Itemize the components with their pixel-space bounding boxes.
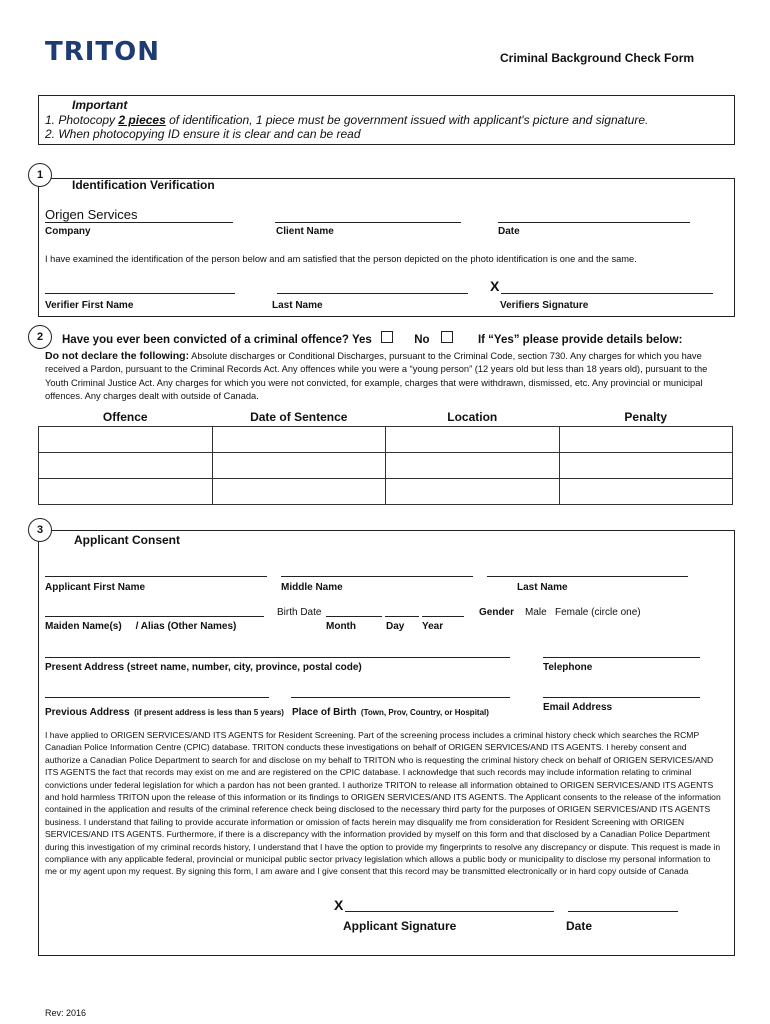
revision-text: Rev: 2016 [45,1008,87,1018]
previous-address-line[interactable] [45,697,269,698]
important-line-1 [45,113,648,127]
verifier-sig-label: Verifiers Signature [500,300,589,311]
birth-year-line[interactable] [422,616,464,617]
birth-month-line[interactable] [326,616,382,617]
table-cell[interactable] [212,453,386,479]
applicant-first-label: Applicant First Name [45,582,146,593]
do-not-declare [45,350,725,403]
line1-suffix: of identification, 1 piece must be government issued with applicant's picture and signature. [165,113,649,127]
form-title: Criminal Background Check Form [500,51,695,65]
middle-name-label: Middle Name [281,582,343,593]
date-line-1[interactable] [498,222,690,223]
triton-logo: TRITON [45,37,161,67]
place-of-birth-note: (Town, Prov, Country, or Hospital) [360,708,489,717]
col-location: Location [447,410,498,424]
section3-number: 3 [28,518,52,542]
important-line-2: 2. When photocopying ID ensure it is clear and can be read [45,127,361,141]
date-label-1: Date [498,226,520,237]
last-name-label: Last Name [517,582,568,593]
verifier-last-line[interactable] [277,293,468,294]
section3-title: Applicant Consent [74,533,181,547]
table-row [39,479,733,505]
company-line [45,222,233,223]
verifier-sig-x: X [490,278,500,294]
table-cell[interactable] [212,479,386,505]
table-cell[interactable] [386,479,560,505]
table-cell[interactable] [212,427,386,453]
col-penalty: Penalty [624,410,668,424]
place-of-birth-label: Place of Birth [292,707,357,718]
conviction-question [62,334,682,346]
no-label: No [414,334,430,347]
line1-emph: 2 pieces [118,113,166,127]
table-cell[interactable] [39,453,213,479]
table-cell[interactable] [39,427,213,453]
table-cell[interactable] [559,479,733,505]
if-yes-text: If “Yes” please provide details below: [477,334,683,347]
do-not-declare-text: Absolute discharges or Conditional Discharges, pursuant to the Criminal Code, section 730. Any charges for which you have received a Pardon, pursuant to the Criminal Records Act. Any offences while you were a “young person” (12 years old but less than 18 years old), pursuant to the Youth Criminal Justice Act. Any charges for which you were not convicted, for example, charges that were withdrawn, dismissed, etc. Any provincial or municipal offences. Any charges dealt with outside of Canada. [45,351,708,401]
section1-title: Identification Verification [72,178,215,192]
table-cell[interactable] [386,453,560,479]
gender-label: Gender [479,607,515,618]
present-address-label: Present Address (street name, number, city, province, postal code) [45,662,362,673]
applicant-date-label: Date [566,919,593,933]
verifier-sig-line[interactable] [501,293,713,294]
applicant-first-line[interactable] [45,576,267,577]
middle-name-line[interactable] [281,576,473,577]
yes-checkbox[interactable] [381,331,393,343]
col-date-sentence: Date of Sentence [250,410,348,424]
verification-statement: I have examined the identification of the person below and am satisfied that the person depicted on the photo identification is one and the same. [45,254,637,264]
place-of-birth-label-wrap [292,702,489,720]
table-row [39,427,733,453]
client-name-label: Client Name [276,226,334,237]
applicant-sig-label: Applicant Signature [343,919,457,933]
question-text: Have you ever been convicted of a criminal offence? Yes [62,334,372,347]
day-label: Day [386,621,405,632]
birth-date-label: Birth Date [277,607,322,618]
previous-address-note: (if present address is less than 5 years) [134,708,284,717]
no-checkbox[interactable] [441,331,453,343]
section2-number: 2 [28,325,52,349]
table-cell[interactable] [386,427,560,453]
table-cell[interactable] [39,479,213,505]
line1-prefix: 1. Photocopy [45,113,119,127]
email-label: Email Address [543,702,613,713]
verifier-last-label: Last Name [272,300,323,311]
important-title: Important [72,98,128,112]
applicant-date-line[interactable] [568,911,678,912]
last-name-line[interactable] [487,576,688,577]
previous-address-label: Previous Address [45,707,130,718]
offence-header-row [39,408,733,427]
month-label: Month [326,621,356,632]
maiden-name-line[interactable] [45,616,264,617]
table-cell[interactable] [559,427,733,453]
table-row [39,453,733,479]
do-not-declare-bold: Do not declare the following: [45,350,190,362]
col-offence: Offence [102,410,148,424]
offence-table [38,408,733,505]
company-label: Company [45,226,91,237]
client-name-line[interactable] [275,222,461,223]
applicant-sig-x: X [334,897,344,913]
verifier-first-line[interactable] [45,293,235,294]
present-address-line[interactable] [45,657,510,658]
place-of-birth-line[interactable] [291,697,510,698]
maiden-name-label: Maiden Name(s) / Alias (Other Names) [45,621,237,632]
verifier-first-label: Verifier First Name [45,300,134,311]
consent-paragraph: I have applied to ORIGEN SERVICES/AND ITS AGENTS for Resident Screening. Part of the screening process includes a criminal history check which searches the RCMP Canadian Police Information Centre (CPIC) database. TRITON conducts these investigations on behalf of ORIGEN SERVICES/AND ITS AGENTS. I hereby consent and authorize a Canadian Police Department to search for and disclose on my behalf to TRITON who is requesting the criminal history check on behalf of ORIGEN SERVICES/AND ITS AGENTS the fact that records may exist on me and are registered on the CPIC database. I acknowledge that such records may include information relating to criminal convictions under federal legislation for which a pardon has not been granted. I authorize TRITON to release all information obtained to ORIGEN SERVICES/AND ITS AGENTS and hold harmless TRITON upon the release of this information or its findings to ORIGEN SERVICES/AND ITS AGENTS. The Applicant consents to the release of the information contained in the application and results of the criminal reference check being disclosed to the necessary third party for the purposes of ORIGEN SERVICES/AND ITS AGENTS business. I understand that failing to provide accurate information or omission of facts herein may disqualify me from consideration for Resident Screening with ORIGEN SERVICES/AND ITS AGENTS. Furthermore, if there is a discrepancy with the information provided by myself on this form and that disclosed by a Canadian Police Department during this investigation of my criminal records history, I understand that I have the option to provide my fingerprints to resolve any discrepancy or dispute. This request is made in compliance with any applicable federal, provincial or municipal public sector privacy legislation which allows a public body or municipality to disclose my personal information to me or my agent upon my request. By signing this form, I am aware and I give consent that this record may be transmitted electronically or in hard copy outside of Canada [45,730,721,877]
previous-address-label-wrap [45,702,284,720]
telephone-line[interactable] [543,657,700,658]
applicant-sig-line[interactable] [345,911,554,912]
section1-box [38,178,735,317]
telephone-label: Telephone [543,662,593,673]
section1-number: 1 [28,163,52,187]
gender-options[interactable]: Male Female (circle one) [525,607,641,618]
email-line[interactable] [543,697,700,698]
table-cell[interactable] [559,453,733,479]
year-label: Year [422,621,444,632]
birth-day-line[interactable] [385,616,419,617]
company-value[interactable]: Origen Services [45,207,138,222]
